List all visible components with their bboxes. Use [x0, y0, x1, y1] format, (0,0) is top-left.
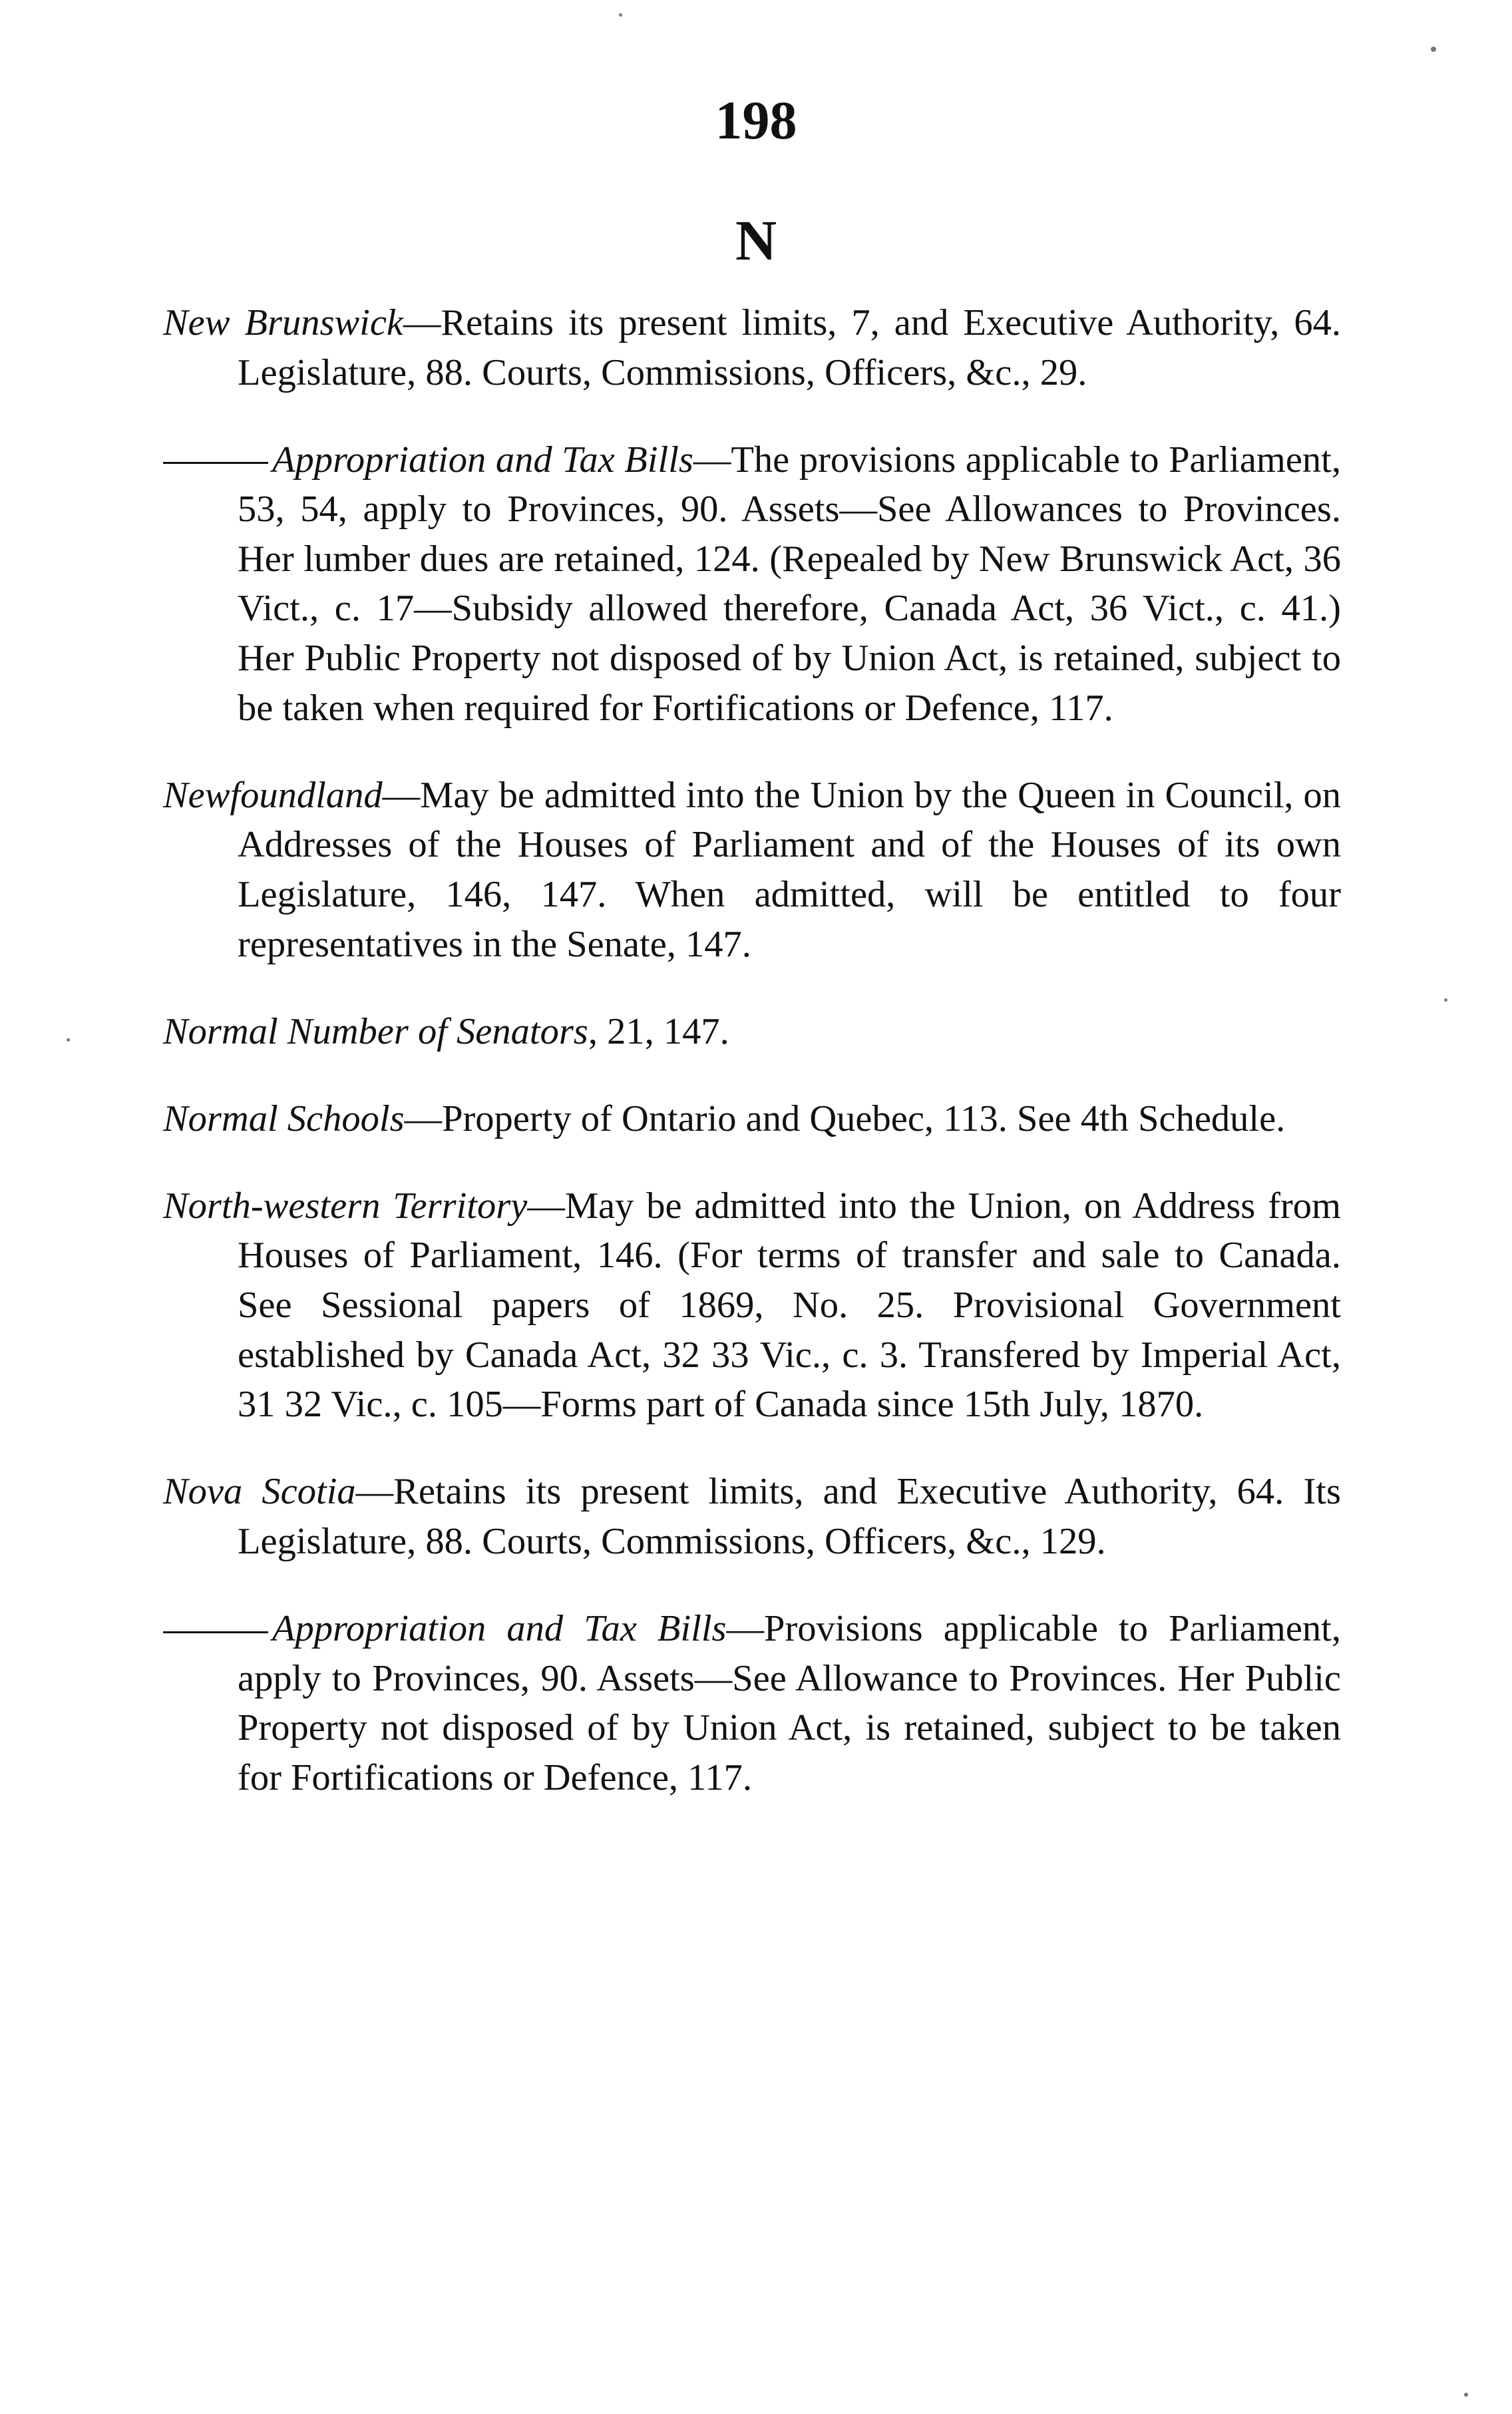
entry-body: —Retains its present limits, 7, and Executive Authority, 64. Legislature, 88. Courts, Commissions, Officers, &c., 29. [238, 302, 1341, 393]
scan-speck [67, 1038, 70, 1042]
entry-body: —Property of Ontario and Quebec, 113. See 4th Schedule. [404, 1098, 1286, 1139]
section-letter: N [735, 208, 777, 272]
scan-speck [1444, 998, 1447, 1002]
entry-body: , 21, 147. [588, 1010, 729, 1052]
scan-speck [619, 13, 622, 17]
entry-heading: Newfoundland [163, 774, 383, 816]
index-entry-newfoundland [163, 771, 1341, 969]
index-entry-north-western-territory [163, 1181, 1341, 1430]
entry-heading: Normal Schools [163, 1098, 405, 1139]
scan-speck [1431, 47, 1436, 52]
entry-heading: Normal Number of Senators [163, 1010, 588, 1052]
entry-heading: Appropriation and Tax Bills [272, 439, 693, 481]
scan-speck [1464, 2393, 1468, 2397]
entry-heading: New Brunswick [163, 302, 403, 343]
entry-heading: North-western Territory [163, 1185, 528, 1227]
entry-body: —Retains its present limits, and Executive Authority, 64. Its Legislature, 88. Courts, Commissions, Officers, &c., 129. [238, 1471, 1341, 1562]
index-subentry-nb-appropriation [163, 435, 1341, 733]
page-number: 198 [715, 90, 797, 150]
index-entry-new-brunswick [163, 298, 1341, 397]
entry-heading: Appropriation and Tax Bills [272, 1607, 727, 1649]
entry-body: —Provisions applicable to Parliament, apply to Provinces, 90. Assets—See Allowance to Provinces. Her Public Property not disposed of by Union Act, is retained, subject to be taken for Fortifications or Defence, 117. [238, 1607, 1342, 1798]
entry-body: —The provisions applicable to Parliament, 53, 54, apply to Provinces, 90. Assets—See Allowances to Provinces. Her lumber dues are retained, 124. (Repealed by New Brunswick Act, 36 Vict., c. 17—Subsidy allowed therefore, Canada Act, 36 Vict., c. 41.) Her Public Property not disposed of by Union Act, is retained, subject to be taken when required for Fortifications or Defence, 117. [238, 439, 1342, 729]
subentry-dash [163, 1631, 268, 1633]
index-entries [163, 298, 1341, 1834]
index-entry-normal-number-senators [163, 1007, 1341, 1057]
subentry-dash [163, 462, 268, 464]
index-entry-nova-scotia [163, 1467, 1341, 1566]
entry-body: —May be admitted into the Union by the Queen in Council, on Addresses of the Houses of Parliament and of the Houses of its own Legislature, 146, 147. When admitted, will be entitled to four representatives in the Senate, 147. [238, 774, 1341, 965]
index-entry-normal-schools [163, 1094, 1341, 1144]
index-subentry-ns-appropriation [163, 1604, 1341, 1802]
entry-heading: Nova Scotia [163, 1471, 356, 1513]
entry-body: —May be admitted into the Union, on Address from Houses of Parliament, 146. (For terms of transfer and sale to Canada. See Sessional papers of 1869, No. 25. Provisional Government established by Canada Act, 32 33 Vic., c. 3. Transfered by Imperial Act, 31 32 Vic., c. 105—Forms part of Canada since 15th July, 1870. [238, 1185, 1341, 1426]
